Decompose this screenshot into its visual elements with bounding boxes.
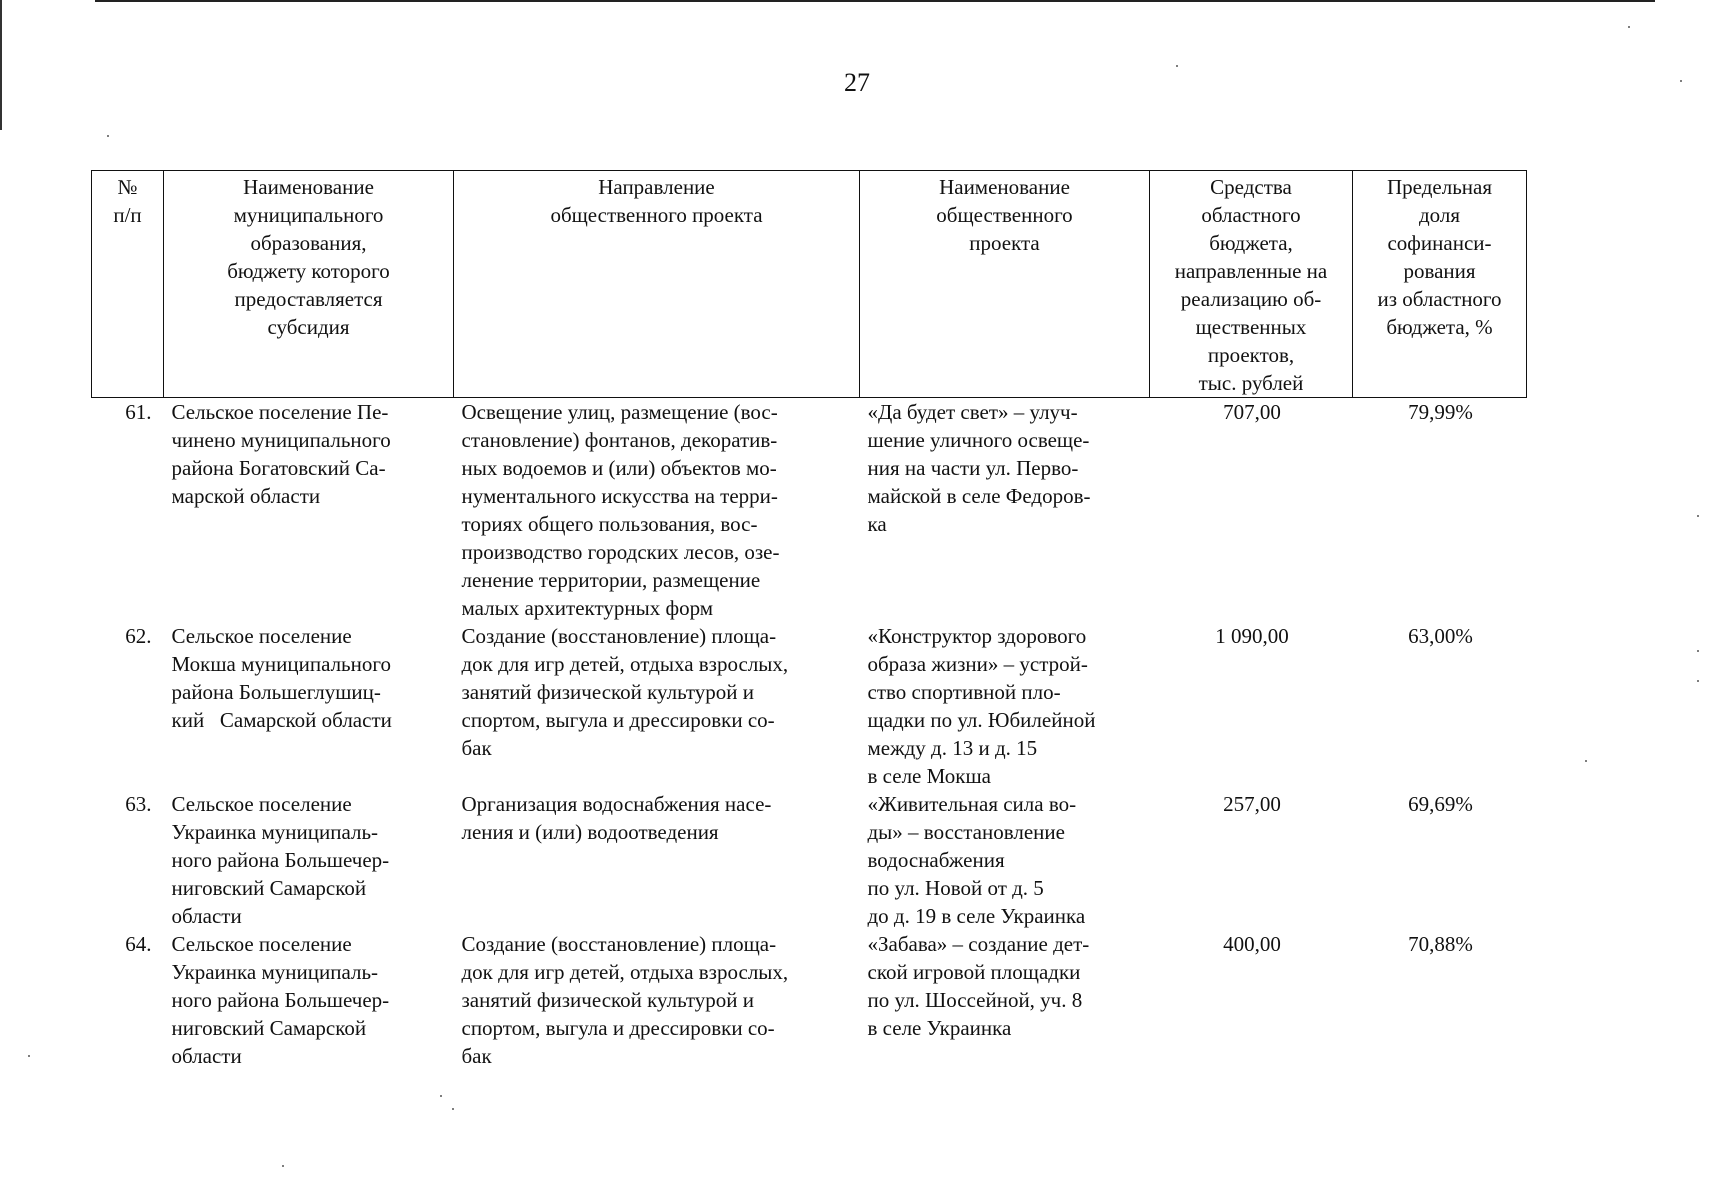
municipality-cell: Сельское поселение Украинка муниципаль- ного района Большечер- ниговский Самарской области xyxy=(171,792,390,928)
project-cell: «Конструктор здорового образа жизни» – устрой- ство спортивной пло- щадки по ул. Юбилейной между д. 13 и д. 15 в селе Мокша xyxy=(867,624,1096,788)
share-cell: 63,00% xyxy=(1408,624,1473,648)
header-share: Предельная доля софинанси- рования из областного бюджета, % xyxy=(1353,171,1527,398)
funds-cell: 400,00 xyxy=(1223,932,1281,956)
scan-left-edge xyxy=(0,0,2,130)
scan-speck xyxy=(107,135,109,137)
row-number: 61. xyxy=(125,400,152,424)
scan-speck xyxy=(1176,65,1178,67)
municipality-cell: Сельское поселение Мокша муниципального района Большеглушиц- кий Самарской области xyxy=(171,624,392,732)
share-cell: 79,99% xyxy=(1408,400,1473,424)
row-number: 62. xyxy=(125,624,152,648)
direction-cell: Создание (восстановление) площа- док для игр детей, отдыха взрослых, занятий физической культурой и спортом, выгула и дрессировки со- бак xyxy=(461,624,789,760)
scan-speck xyxy=(1697,680,1699,682)
share-cell: 70,88% xyxy=(1408,932,1473,956)
funds-cell: 1 090,00 xyxy=(1215,624,1289,648)
funds-cell: 257,00 xyxy=(1223,792,1281,816)
page-number: 27 xyxy=(844,68,870,97)
scan-speck xyxy=(1697,650,1699,652)
header-project-name: Наименование общественного проекта xyxy=(860,171,1150,398)
scan-speck xyxy=(1680,80,1682,82)
municipality-cell: Сельское поселение Украинка муниципаль- ного района Большечер- ниговский Самарской области xyxy=(171,932,390,1068)
scan-speck xyxy=(1697,515,1699,517)
header-row xyxy=(92,171,1527,398)
subsidy-table-container xyxy=(91,170,1527,1070)
scan-top-edge xyxy=(95,0,1655,2)
table-row xyxy=(92,790,1527,930)
scan-speck xyxy=(452,1108,454,1110)
header-direction: Направление общественного проекта xyxy=(454,171,860,398)
funds-cell: 707,00 xyxy=(1223,400,1281,424)
header-municipality: Наименование муниципального образования, бюджету которого предоставляется субсидия xyxy=(164,171,454,398)
project-cell: «Да будет свет» – улуч- шение уличного освеще- ния на части ул. Перво- майской в селе Федоров- ка xyxy=(867,400,1091,536)
row-number: 63. xyxy=(125,792,152,816)
scan-speck xyxy=(282,1165,284,1167)
table-row xyxy=(92,622,1527,790)
scan-speck xyxy=(1628,26,1630,28)
direction-cell: Создание (восстановление) площа- док для игр детей, отдыха взрослых, занятий физической культурой и спортом, выгула и дрессировки со- бак xyxy=(461,932,789,1068)
municipality-cell: Сельское поселение Пе- чинено муниципального района Богатовский Са- марской области xyxy=(171,400,391,508)
direction-cell: Освещение улиц, размещение (вос- становление) фонтанов, декоратив- ных водоемов и (или) объектов мо- нументального искусства на терри- ториях общего пользования, вос- производство городских лесов, озе- ленение территории, размещение малых архитектурных форм xyxy=(461,400,780,620)
scan-speck xyxy=(28,1055,30,1057)
project-cell: «Живительная сила во- ды» – восстановление водоснабжения по ул. Новой от д. 5 до д. 19 в селе Украинка xyxy=(867,792,1086,928)
table-row xyxy=(92,398,1527,623)
scan-speck xyxy=(1585,760,1587,762)
project-cell: «Забава» – создание дет- ской игровой площадки по ул. Шоссейной, уч. 8 в селе Украинка xyxy=(867,932,1090,1040)
subsidy-table xyxy=(91,170,1527,1070)
header-number: № п/п xyxy=(92,171,164,398)
header-funds: Средства областного бюджета, направленные на реализацию об- щественных проектов, тыс. рублей xyxy=(1150,171,1353,398)
direction-cell: Организация водоснабжения насе- ления и (или) водоотведения xyxy=(461,792,772,844)
table-row xyxy=(92,930,1527,1070)
scan-speck xyxy=(440,1095,442,1097)
row-number: 64. xyxy=(125,932,152,956)
share-cell: 69,69% xyxy=(1408,792,1473,816)
